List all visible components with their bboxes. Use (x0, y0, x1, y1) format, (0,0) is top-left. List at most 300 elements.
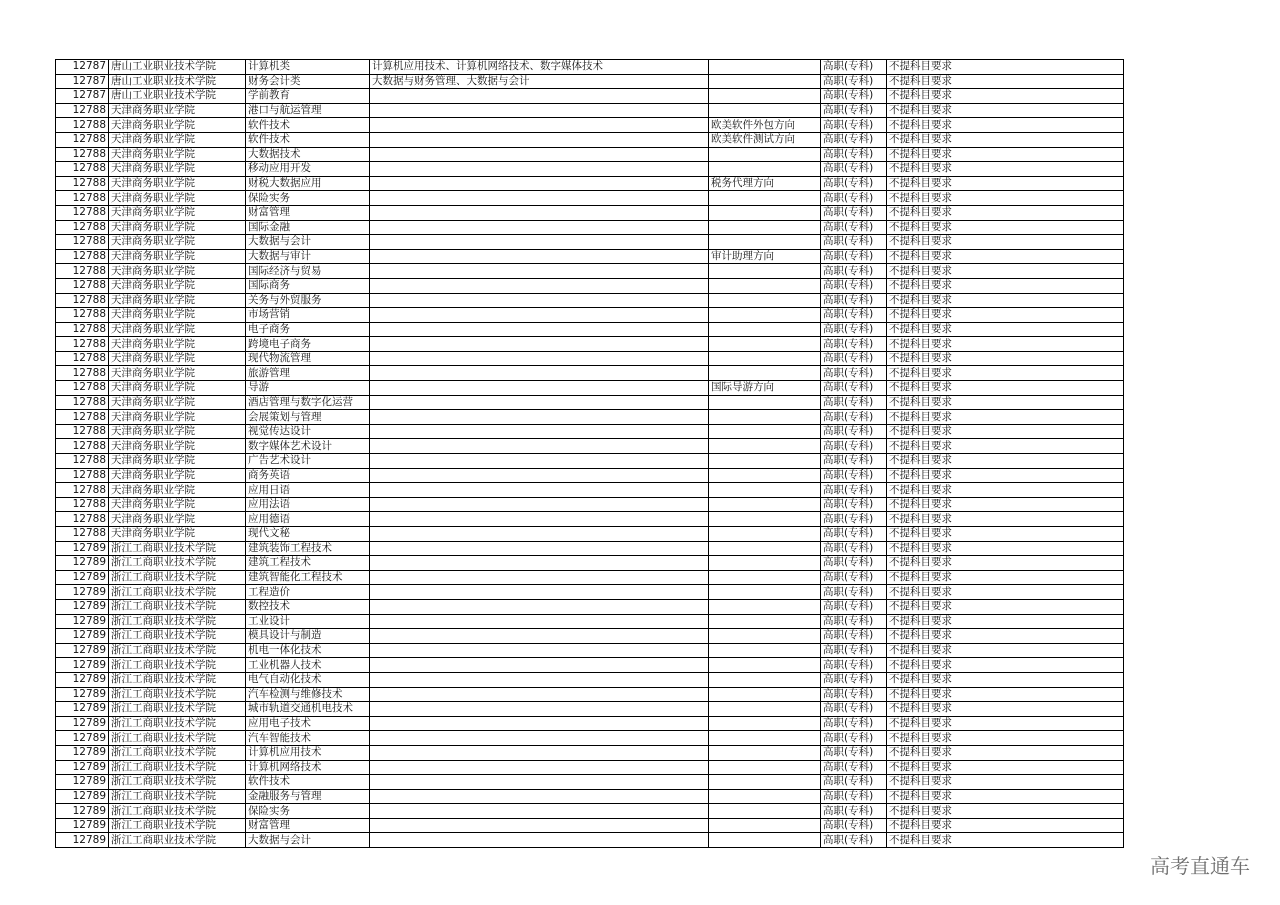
subject-requirement-cell: 不提科目要求 (887, 366, 1124, 381)
level-cell: 高职(专科) (821, 424, 887, 439)
school-code-cell: 12788 (56, 205, 109, 220)
level-cell: 高职(专科) (821, 658, 887, 673)
school-code-cell: 12789 (56, 716, 109, 731)
major-category-cell: 移动应用开发 (246, 162, 370, 177)
subject-requirement-cell: 不提科目要求 (887, 191, 1124, 206)
school-code-cell: 12789 (56, 731, 109, 746)
included-majors-cell (370, 351, 709, 366)
major-direction-cell (709, 308, 821, 323)
subject-requirement-cell: 不提科目要求 (887, 468, 1124, 483)
included-majors-cell (370, 818, 709, 833)
school-code-cell: 12789 (56, 804, 109, 819)
school-code-cell: 12789 (56, 702, 109, 717)
table-row (56, 599, 1124, 614)
subject-requirement-cell: 不提科目要求 (887, 60, 1124, 75)
major-direction-cell (709, 264, 821, 279)
subject-requirement-cell: 不提科目要求 (887, 235, 1124, 250)
major-direction-cell (709, 527, 821, 542)
school-code-cell: 12788 (56, 235, 109, 250)
table-row (56, 789, 1124, 804)
major-category-cell: 应用法语 (246, 497, 370, 512)
major-category-cell: 现代物流管理 (246, 351, 370, 366)
major-direction-cell (709, 672, 821, 687)
school-code-cell: 12788 (56, 395, 109, 410)
major-category-cell: 汽车智能技术 (246, 731, 370, 746)
watermark-text: 高考直通车 (1150, 854, 1250, 878)
major-direction-cell (709, 614, 821, 629)
school-name-cell: 浙江工商职业技术学院 (109, 745, 246, 760)
school-name-cell: 浙江工商职业技术学院 (109, 629, 246, 644)
table-row (56, 249, 1124, 264)
level-cell: 高职(专科) (821, 745, 887, 760)
level-cell: 高职(专科) (821, 395, 887, 410)
major-category-cell: 电子商务 (246, 322, 370, 337)
school-code-cell: 12789 (56, 818, 109, 833)
subject-requirement-cell: 不提科目要求 (887, 424, 1124, 439)
level-cell: 高职(专科) (821, 89, 887, 104)
table-row (56, 322, 1124, 337)
school-code-cell: 12789 (56, 745, 109, 760)
level-cell: 高职(专科) (821, 308, 887, 323)
major-category-cell: 商务英语 (246, 468, 370, 483)
level-cell: 高职(专科) (821, 468, 887, 483)
school-code-cell: 12788 (56, 351, 109, 366)
school-name-cell: 浙江工商职业技术学院 (109, 643, 246, 658)
included-majors-cell (370, 322, 709, 337)
major-direction-cell: 欧美软件外包方向 (709, 118, 821, 133)
major-category-cell: 大数据与会计 (246, 235, 370, 250)
included-majors-cell (370, 760, 709, 775)
included-majors-cell (370, 118, 709, 133)
level-cell: 高职(专科) (821, 497, 887, 512)
school-name-cell: 浙江工商职业技术学院 (109, 833, 246, 848)
subject-requirement-cell: 不提科目要求 (887, 833, 1124, 848)
level-cell: 高职(专科) (821, 176, 887, 191)
included-majors-cell (370, 556, 709, 571)
table-row (56, 454, 1124, 469)
major-category-cell: 工业设计 (246, 614, 370, 629)
level-cell: 高职(专科) (821, 541, 887, 556)
subject-requirement-cell: 不提科目要求 (887, 585, 1124, 600)
school-name-cell: 浙江工商职业技术学院 (109, 556, 246, 571)
table-row (56, 818, 1124, 833)
major-direction-cell (709, 556, 821, 571)
table-row (56, 512, 1124, 527)
major-direction-cell (709, 366, 821, 381)
level-cell: 高职(专科) (821, 527, 887, 542)
school-code-cell: 12789 (56, 570, 109, 585)
school-name-cell: 唐山工业职业技术学院 (109, 74, 246, 89)
level-cell: 高职(专科) (821, 687, 887, 702)
major-category-cell: 数字媒体艺术设计 (246, 439, 370, 454)
school-name-cell: 天津商务职业学院 (109, 147, 246, 162)
school-code-cell: 12789 (56, 687, 109, 702)
major-direction-cell (709, 278, 821, 293)
school-code-cell: 12788 (56, 381, 109, 396)
school-name-cell: 浙江工商职业技术学院 (109, 789, 246, 804)
major-direction-cell (709, 745, 821, 760)
subject-requirement-cell: 不提科目要求 (887, 497, 1124, 512)
level-cell: 高职(专科) (821, 410, 887, 425)
school-name-cell: 浙江工商职业技术学院 (109, 672, 246, 687)
major-category-cell: 广告艺术设计 (246, 454, 370, 469)
school-name-cell: 唐山工业职业技术学院 (109, 89, 246, 104)
school-code-cell: 12787 (56, 74, 109, 89)
level-cell: 高职(专科) (821, 716, 887, 731)
major-category-cell: 金融服务与管理 (246, 789, 370, 804)
level-cell: 高职(专科) (821, 818, 887, 833)
major-direction-cell: 审计助理方向 (709, 249, 821, 264)
included-majors-cell (370, 629, 709, 644)
included-majors-cell (370, 702, 709, 717)
level-cell: 高职(专科) (821, 702, 887, 717)
school-code-cell: 12789 (56, 672, 109, 687)
school-name-cell: 浙江工商职业技术学院 (109, 731, 246, 746)
subject-requirement-cell: 不提科目要求 (887, 629, 1124, 644)
major-direction-cell (709, 687, 821, 702)
table-row (56, 468, 1124, 483)
subject-requirement-cell: 不提科目要求 (887, 132, 1124, 147)
table-row (56, 89, 1124, 104)
table-row (56, 381, 1124, 396)
school-name-cell: 天津商务职业学院 (109, 293, 246, 308)
school-name-cell: 天津商务职业学院 (109, 439, 246, 454)
school-name-cell: 唐山工业职业技术学院 (109, 60, 246, 75)
school-code-cell: 12788 (56, 512, 109, 527)
included-majors-cell (370, 264, 709, 279)
major-direction-cell (709, 454, 821, 469)
school-name-cell: 浙江工商职业技术学院 (109, 775, 246, 790)
school-code-cell: 12788 (56, 322, 109, 337)
major-direction-cell (709, 205, 821, 220)
table-row (56, 278, 1124, 293)
included-majors-cell (370, 103, 709, 118)
table-row (56, 162, 1124, 177)
school-code-cell: 12788 (56, 293, 109, 308)
school-code-cell: 12788 (56, 191, 109, 206)
table-row (56, 205, 1124, 220)
major-direction-cell (709, 74, 821, 89)
level-cell: 高职(专科) (821, 205, 887, 220)
subject-requirement-cell: 不提科目要求 (887, 789, 1124, 804)
school-name-cell: 天津商务职业学院 (109, 162, 246, 177)
table-row (56, 439, 1124, 454)
included-majors-cell (370, 731, 709, 746)
included-majors-cell (370, 643, 709, 658)
level-cell: 高职(专科) (821, 60, 887, 75)
major-direction-cell (709, 337, 821, 352)
subject-requirement-cell: 不提科目要求 (887, 103, 1124, 118)
school-name-cell: 天津商务职业学院 (109, 103, 246, 118)
table-row (56, 556, 1124, 571)
school-name-cell: 天津商务职业学院 (109, 395, 246, 410)
school-name-cell: 浙江工商职业技术学院 (109, 804, 246, 819)
table-row (56, 293, 1124, 308)
table-row (56, 614, 1124, 629)
subject-requirement-cell: 不提科目要求 (887, 643, 1124, 658)
school-code-cell: 12789 (56, 629, 109, 644)
table-row (56, 410, 1124, 425)
table-row (56, 235, 1124, 250)
school-code-cell: 12789 (56, 541, 109, 556)
level-cell: 高职(专科) (821, 643, 887, 658)
table-row (56, 541, 1124, 556)
school-name-cell: 天津商务职业学院 (109, 264, 246, 279)
major-category-cell: 模具设计与制造 (246, 629, 370, 644)
major-category-cell: 学前教育 (246, 89, 370, 104)
school-code-cell: 12789 (56, 833, 109, 848)
table-row (56, 527, 1124, 542)
school-code-cell: 12788 (56, 468, 109, 483)
major-category-cell: 财务会计类 (246, 74, 370, 89)
level-cell: 高职(专科) (821, 454, 887, 469)
level-cell: 高职(专科) (821, 804, 887, 819)
major-category-cell: 应用日语 (246, 483, 370, 498)
major-category-cell: 港口与航运管理 (246, 103, 370, 118)
table-row (56, 176, 1124, 191)
school-name-cell: 浙江工商职业技术学院 (109, 760, 246, 775)
included-majors-cell (370, 381, 709, 396)
level-cell: 高职(专科) (821, 249, 887, 264)
subject-requirement-cell: 不提科目要求 (887, 541, 1124, 556)
included-majors-cell (370, 614, 709, 629)
school-name-cell: 浙江工商职业技术学院 (109, 614, 246, 629)
major-direction-cell (709, 89, 821, 104)
subject-requirement-cell: 不提科目要求 (887, 176, 1124, 191)
major-direction-cell (709, 818, 821, 833)
major-category-cell: 电气自动化技术 (246, 672, 370, 687)
major-category-cell: 大数据技术 (246, 147, 370, 162)
major-category-cell: 大数据与审计 (246, 249, 370, 264)
table-row (56, 351, 1124, 366)
subject-requirement-cell: 不提科目要求 (887, 118, 1124, 133)
subject-requirement-cell: 不提科目要求 (887, 454, 1124, 469)
major-category-cell: 国际经济与贸易 (246, 264, 370, 279)
level-cell: 高职(专科) (821, 760, 887, 775)
subject-requirement-cell: 不提科目要求 (887, 702, 1124, 717)
subject-requirement-cell: 不提科目要求 (887, 381, 1124, 396)
school-name-cell: 天津商务职业学院 (109, 410, 246, 425)
school-name-cell: 天津商务职业学院 (109, 249, 246, 264)
school-code-cell: 12788 (56, 454, 109, 469)
school-code-cell: 12789 (56, 556, 109, 571)
major-direction-cell (709, 395, 821, 410)
major-direction-cell (709, 147, 821, 162)
table-row (56, 672, 1124, 687)
subject-requirement-cell: 不提科目要求 (887, 278, 1124, 293)
table-row (56, 716, 1124, 731)
included-majors-cell (370, 293, 709, 308)
subject-requirement-cell: 不提科目要求 (887, 804, 1124, 819)
school-code-cell: 12788 (56, 220, 109, 235)
school-name-cell: 天津商务职业学院 (109, 424, 246, 439)
school-name-cell: 浙江工商职业技术学院 (109, 702, 246, 717)
major-category-cell: 城市轨道交通机电技术 (246, 702, 370, 717)
table-row (56, 775, 1124, 790)
major-category-cell: 工程造价 (246, 585, 370, 600)
subject-requirement-cell: 不提科目要求 (887, 672, 1124, 687)
level-cell: 高职(专科) (821, 599, 887, 614)
subject-requirement-cell: 不提科目要求 (887, 716, 1124, 731)
included-majors-cell (370, 278, 709, 293)
school-code-cell: 12789 (56, 775, 109, 790)
table-row (56, 497, 1124, 512)
table-body (56, 60, 1124, 848)
level-cell: 高职(专科) (821, 103, 887, 118)
major-category-cell: 软件技术 (246, 775, 370, 790)
major-direction-cell (709, 220, 821, 235)
major-category-cell: 建筑工程技术 (246, 556, 370, 571)
school-name-cell: 浙江工商职业技术学院 (109, 716, 246, 731)
major-direction-cell: 欧美软件测试方向 (709, 132, 821, 147)
included-majors-cell (370, 439, 709, 454)
major-direction-cell (709, 804, 821, 819)
school-name-cell: 天津商务职业学院 (109, 468, 246, 483)
included-majors-cell (370, 337, 709, 352)
level-cell: 高职(专科) (821, 614, 887, 629)
included-majors-cell (370, 527, 709, 542)
level-cell: 高职(专科) (821, 381, 887, 396)
major-category-cell: 酒店管理与数字化运营 (246, 395, 370, 410)
major-direction-cell (709, 702, 821, 717)
school-name-cell: 天津商务职业学院 (109, 366, 246, 381)
school-code-cell: 12789 (56, 658, 109, 673)
major-direction-cell (709, 424, 821, 439)
school-name-cell: 天津商务职业学院 (109, 176, 246, 191)
major-category-cell: 应用电子技术 (246, 716, 370, 731)
major-direction-cell (709, 351, 821, 366)
major-direction-cell: 国际导游方向 (709, 381, 821, 396)
included-majors-cell (370, 424, 709, 439)
major-category-cell: 导游 (246, 381, 370, 396)
included-majors-cell (370, 132, 709, 147)
subject-requirement-cell: 不提科目要求 (887, 775, 1124, 790)
table-row (56, 118, 1124, 133)
school-name-cell: 浙江工商职业技术学院 (109, 585, 246, 600)
table-row (56, 570, 1124, 585)
subject-requirement-cell: 不提科目要求 (887, 74, 1124, 89)
included-majors-cell (370, 220, 709, 235)
major-direction-cell (709, 60, 821, 75)
school-code-cell: 12788 (56, 337, 109, 352)
school-name-cell: 天津商务职业学院 (109, 278, 246, 293)
major-category-cell: 工业机器人技术 (246, 658, 370, 673)
major-direction-cell: 税务代理方向 (709, 176, 821, 191)
table-row (56, 585, 1124, 600)
subject-requirement-cell: 不提科目要求 (887, 322, 1124, 337)
school-code-cell: 12788 (56, 176, 109, 191)
major-category-cell: 计算机应用技术 (246, 745, 370, 760)
subject-requirement-cell: 不提科目要求 (887, 337, 1124, 352)
school-name-cell: 天津商务职业学院 (109, 191, 246, 206)
major-category-cell: 建筑智能化工程技术 (246, 570, 370, 585)
level-cell: 高职(专科) (821, 556, 887, 571)
included-majors-cell (370, 833, 709, 848)
school-name-cell: 天津商务职业学院 (109, 308, 246, 323)
included-majors-cell (370, 410, 709, 425)
school-code-cell: 12787 (56, 60, 109, 75)
school-code-cell: 12788 (56, 132, 109, 147)
major-direction-cell (709, 410, 821, 425)
included-majors-cell (370, 541, 709, 556)
included-majors-cell: 大数据与财务管理、大数据与会计 (370, 74, 709, 89)
included-majors-cell (370, 308, 709, 323)
school-code-cell: 12788 (56, 162, 109, 177)
major-category-cell: 软件技术 (246, 132, 370, 147)
level-cell: 高职(专科) (821, 775, 887, 790)
school-code-cell: 12788 (56, 527, 109, 542)
table-row (56, 132, 1124, 147)
level-cell: 高职(专科) (821, 351, 887, 366)
major-category-cell: 现代文秘 (246, 527, 370, 542)
school-name-cell: 浙江工商职业技术学院 (109, 570, 246, 585)
major-direction-cell (709, 760, 821, 775)
school-code-cell: 12789 (56, 599, 109, 614)
level-cell: 高职(专科) (821, 789, 887, 804)
major-category-cell: 会展策划与管理 (246, 410, 370, 425)
school-name-cell: 浙江工商职业技术学院 (109, 687, 246, 702)
table-row (56, 687, 1124, 702)
level-cell: 高职(专科) (821, 118, 887, 133)
school-code-cell: 12787 (56, 89, 109, 104)
table-row (56, 658, 1124, 673)
subject-requirement-cell: 不提科目要求 (887, 614, 1124, 629)
major-direction-cell (709, 235, 821, 250)
school-code-cell: 12788 (56, 264, 109, 279)
table-row (56, 395, 1124, 410)
school-name-cell: 天津商务职业学院 (109, 118, 246, 133)
major-direction-cell (709, 716, 821, 731)
school-code-cell: 12788 (56, 497, 109, 512)
level-cell: 高职(专科) (821, 74, 887, 89)
level-cell: 高职(专科) (821, 132, 887, 147)
school-name-cell: 天津商务职业学院 (109, 337, 246, 352)
subject-requirement-cell: 不提科目要求 (887, 818, 1124, 833)
level-cell: 高职(专科) (821, 264, 887, 279)
level-cell: 高职(专科) (821, 585, 887, 600)
subject-requirement-cell: 不提科目要求 (887, 410, 1124, 425)
included-majors-cell (370, 191, 709, 206)
subject-requirement-cell: 不提科目要求 (887, 89, 1124, 104)
school-name-cell: 浙江工商职业技术学院 (109, 541, 246, 556)
school-name-cell: 天津商务职业学院 (109, 454, 246, 469)
major-direction-cell (709, 162, 821, 177)
major-direction-cell (709, 629, 821, 644)
table-row (56, 366, 1124, 381)
school-code-cell: 12789 (56, 614, 109, 629)
school-name-cell: 天津商务职业学院 (109, 527, 246, 542)
school-name-cell: 天津商务职业学院 (109, 132, 246, 147)
included-majors-cell (370, 395, 709, 410)
major-category-cell: 财税大数据应用 (246, 176, 370, 191)
school-name-cell: 天津商务职业学院 (109, 381, 246, 396)
school-code-cell: 12789 (56, 789, 109, 804)
level-cell: 高职(专科) (821, 191, 887, 206)
major-direction-cell (709, 512, 821, 527)
included-majors-cell (370, 804, 709, 819)
table-row (56, 264, 1124, 279)
major-direction-cell (709, 570, 821, 585)
subject-requirement-cell: 不提科目要求 (887, 220, 1124, 235)
table-row (56, 191, 1124, 206)
table-row (56, 745, 1124, 760)
table-row (56, 833, 1124, 848)
school-code-cell: 12788 (56, 483, 109, 498)
major-category-cell: 跨境电子商务 (246, 337, 370, 352)
included-majors-cell (370, 716, 709, 731)
major-direction-cell (709, 541, 821, 556)
subject-requirement-cell: 不提科目要求 (887, 147, 1124, 162)
